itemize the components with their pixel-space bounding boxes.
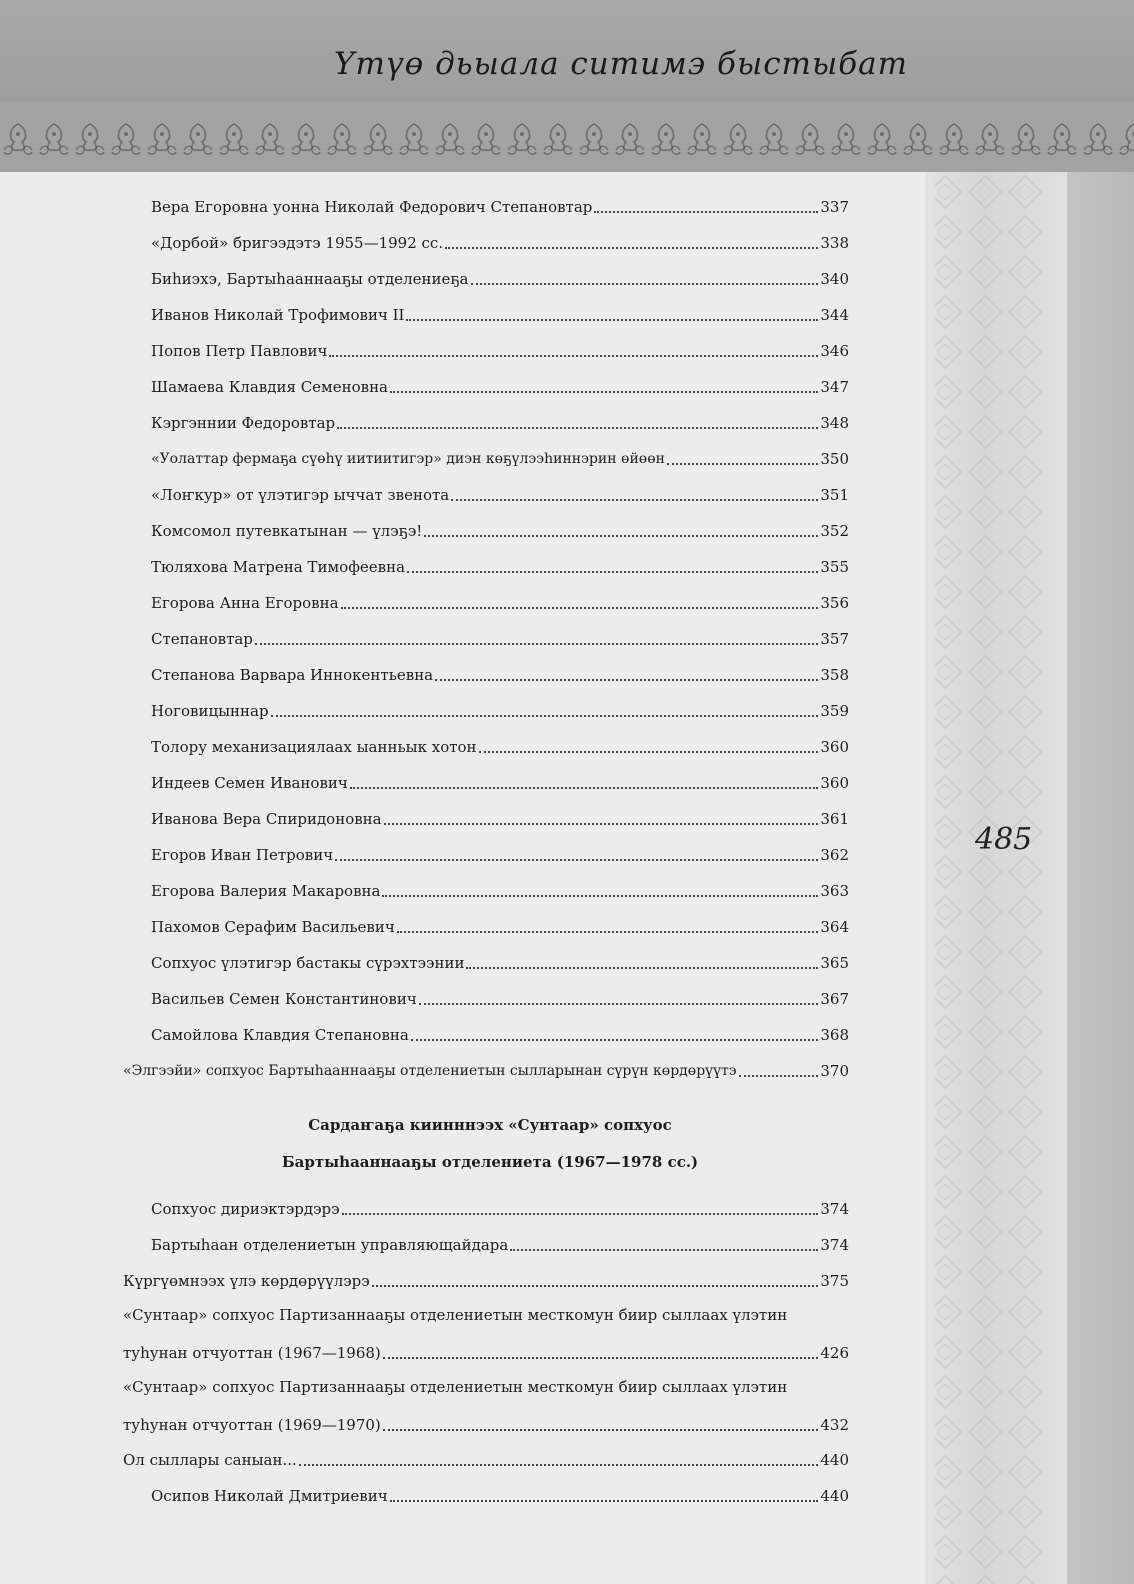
toc-entry-page: 356 <box>820 594 849 612</box>
toc-entry-title: Осипов Николай Дмитриевич <box>151 1487 388 1505</box>
toc-entry-page: 363 <box>820 882 849 900</box>
toc-entry <box>151 265 849 289</box>
leader-dots <box>667 463 818 465</box>
toc-entry-page: 426 <box>820 1344 849 1362</box>
leader-dots <box>383 1429 819 1431</box>
toc-entry <box>151 805 849 829</box>
toc-entry-title: Степанова Варвара Иннокентьевна <box>151 666 434 684</box>
toc-entry-title: Ол сыллары саныан... <box>123 1451 297 1469</box>
toc-entry-title: Вера Егоровна уонна Николай Федорович Степановтар <box>151 198 593 216</box>
leader-dots <box>739 1075 819 1077</box>
toc-entry-page: 362 <box>820 846 849 864</box>
toc-entry <box>151 877 849 901</box>
toc-entry <box>151 625 849 649</box>
leader-dots <box>407 571 818 573</box>
toc-entry <box>151 409 849 433</box>
toc-entry <box>151 661 849 685</box>
toc-entry <box>151 301 849 325</box>
toc-entry-page: 358 <box>820 666 849 684</box>
leader-dots <box>341 607 819 609</box>
toc-entry-page: 350 <box>820 450 849 468</box>
leader-dots <box>419 1003 819 1005</box>
toc-entry <box>151 1195 849 1219</box>
toc-entry-title: Васильев Семен Константинович <box>151 990 417 1008</box>
toc-entry-title: Иванов Николай Трофимович II <box>151 306 405 324</box>
toc-entry-title: Ноговицыннар <box>151 702 269 720</box>
toc-entry-page: 370 <box>820 1062 849 1080</box>
leader-dots <box>397 931 819 933</box>
leader-dots <box>451 499 818 501</box>
toc-entry-page: 344 <box>820 306 849 324</box>
leader-dots <box>390 391 818 393</box>
toc-entry <box>151 913 849 937</box>
leader-dots <box>471 283 819 285</box>
toc-entry <box>151 841 849 865</box>
toc-entry-title: Биһиэхэ, Бартыһааннааҕы отделениеҕа <box>151 270 469 288</box>
leader-dots <box>342 1213 819 1215</box>
toc-entry <box>151 697 849 721</box>
toc-entry-title: Егорова Анна Егоровна <box>151 594 339 612</box>
toc-entry-title: Шамаева Клавдия Семеновна <box>151 378 389 396</box>
toc-entry-title: Степановтар <box>151 630 253 648</box>
leader-dots <box>406 319 818 321</box>
decorative-strip <box>925 172 1067 1584</box>
toc-entry-title: Самойлова Клавдия Степановна <box>151 1026 409 1044</box>
toc-entry <box>123 1057 849 1081</box>
toc-entry-page: 364 <box>820 918 849 936</box>
toc-entry-title: Тюляхова Матрена Тимофеевна <box>151 558 406 576</box>
ornament-band <box>0 102 1134 174</box>
toc-entry-title: «Дорбой» бригээдэтэ 1955—1992 сс. <box>151 234 444 252</box>
toc-entry-title: Бартыһаан отделениетын управляющайдара <box>151 1236 509 1254</box>
page-edge <box>1067 172 1134 1584</box>
running-title: Үтүө дьыала ситимэ быстыбат <box>334 46 908 82</box>
toc-entry <box>151 517 849 541</box>
toc-entry-page: 360 <box>820 738 849 756</box>
toc-entry-page: 338 <box>820 234 849 252</box>
toc-entry <box>151 553 849 577</box>
decorative-pattern <box>925 172 1067 1584</box>
toc-entry <box>151 373 849 397</box>
leader-dots <box>445 247 818 249</box>
leader-dots <box>329 355 818 357</box>
toc-entry <box>151 445 849 469</box>
toc-entry <box>151 481 849 505</box>
toc-entry-page: 367 <box>820 990 849 1008</box>
toc-entry <box>151 1021 849 1045</box>
toc-entry-page: 355 <box>820 558 849 576</box>
toc-entry <box>123 1339 849 1363</box>
toc-entry-page: 352 <box>820 522 849 540</box>
leader-dots <box>384 823 819 825</box>
toc-entry <box>123 1267 849 1291</box>
toc-entry-title: Сопхуос үлэтигэр бастакы сүрэхтээнии <box>151 954 465 972</box>
toc-entry <box>151 985 849 1009</box>
leader-dots <box>479 751 819 753</box>
toc-entry-page: 365 <box>820 954 849 972</box>
leader-dots <box>435 679 818 681</box>
toc-entry-title: Иванова Вера Спиридоновна <box>151 810 382 828</box>
toc-entry-page: 357 <box>820 630 849 648</box>
toc-entry-page: 337 <box>820 198 849 216</box>
toc-entry <box>151 229 849 253</box>
toc-entry-page: 347 <box>820 378 849 396</box>
toc-entry <box>151 193 849 217</box>
toc-entry-page: 346 <box>820 342 849 360</box>
toc-entry-page: 374 <box>820 1200 849 1218</box>
toc-entry-title: туһунан отчуоттан (1969—1970) <box>123 1416 381 1434</box>
toc-entry-title: Комсомол путевкатынан — үлэҕэ! <box>151 522 423 540</box>
toc-entry-page: 359 <box>820 702 849 720</box>
toc-entry <box>123 1411 849 1435</box>
leader-dots <box>350 787 819 789</box>
toc-entry-title: «Уолаттар фермаҕа сүөһү иитиитигэр» диэн көҕүлээһиннэрин өйөөн <box>151 451 665 467</box>
leader-dots <box>424 535 818 537</box>
leader-dots <box>271 715 819 717</box>
toc-entry-title: «Элгээйи» сопхуос Бартыһааннааҕы отделениетын сылларынан сүрүн көрдөрүүтэ <box>123 1063 737 1079</box>
toc-entry-line1: «Сунтаар» сопхуос Партизаннааҕы отделениетын месткомун биир сыллаах үлэтин <box>123 1378 788 1396</box>
toc-entry <box>151 1482 849 1506</box>
section-heading-line2: Бартыһааннааҕы отделениета (1967—1978 сс.) <box>281 1153 699 1171</box>
toc-entry <box>151 1231 849 1255</box>
toc-entry-page: 348 <box>820 414 849 432</box>
toc-entry-title: Пахомов Серафим Васильевич <box>151 918 395 936</box>
toc-entry-page: 361 <box>820 810 849 828</box>
leader-dots <box>510 1249 818 1251</box>
leader-dots <box>337 427 818 429</box>
toc-entry <box>151 733 849 757</box>
toc-entry-page: 432 <box>820 1416 849 1434</box>
toc-entry <box>123 1446 849 1470</box>
leader-dots <box>390 1500 819 1502</box>
toc-entry-page: 374 <box>820 1236 849 1254</box>
leader-dots <box>383 1357 819 1359</box>
toc-entry-page: 351 <box>820 486 849 504</box>
toc-entry-title: Күргүөмнээх үлэ көрдөрүүлэрэ <box>123 1272 370 1290</box>
toc-entry-title: Егоров Иван Петрович <box>151 846 334 864</box>
toc-entry-page: 340 <box>820 270 849 288</box>
toc-entry-title: Кэргэннии Федоровтар <box>151 414 336 432</box>
leader-dots <box>411 1039 819 1041</box>
toc-entry-title: Егорова Валерия Макаровна <box>151 882 381 900</box>
page-number: 485 <box>975 822 1033 857</box>
toc-entry-page: 375 <box>820 1272 849 1290</box>
toc-entry-page: 440 <box>820 1451 849 1469</box>
ornament-pattern <box>0 102 1134 172</box>
toc-entry-title: туһунан отчуоттан (1967—1968) <box>123 1344 381 1362</box>
leader-dots <box>594 211 818 213</box>
toc-entry-title: Толору механизациялаах ыанньык хотон <box>151 738 477 756</box>
header-band <box>0 0 1134 103</box>
leader-dots <box>372 1285 819 1287</box>
toc-entry-line1: «Сунтаар» сопхуос Партизаннааҕы отделениетын месткомун биир сыллаах үлэтин <box>123 1306 788 1324</box>
toc-entry-title: Индеев Семен Иванович <box>151 774 348 792</box>
toc-entry-title: Попов Петр Павлович <box>151 342 328 360</box>
toc-entry-page: 360 <box>820 774 849 792</box>
toc-entry-page: 440 <box>820 1487 849 1505</box>
section-heading-line1: Сардаҥаҕа киинннээх «Сунтаар» сопхуос <box>308 1116 672 1134</box>
toc-entry <box>151 949 849 973</box>
toc-entry <box>151 769 849 793</box>
toc-entry-title: «Лоҥкур» от үлэтигэр ыччат звенота <box>151 486 450 504</box>
toc-entry <box>151 589 849 613</box>
toc-entry-title: Сопхуос дириэктэрдэрэ <box>151 1200 340 1218</box>
leader-dots <box>335 859 818 861</box>
leader-dots <box>299 1464 819 1466</box>
leader-dots <box>382 895 818 897</box>
toc-entry <box>151 337 849 361</box>
toc-entry-page: 368 <box>820 1026 849 1044</box>
leader-dots <box>466 967 818 969</box>
leader-dots <box>255 643 818 645</box>
